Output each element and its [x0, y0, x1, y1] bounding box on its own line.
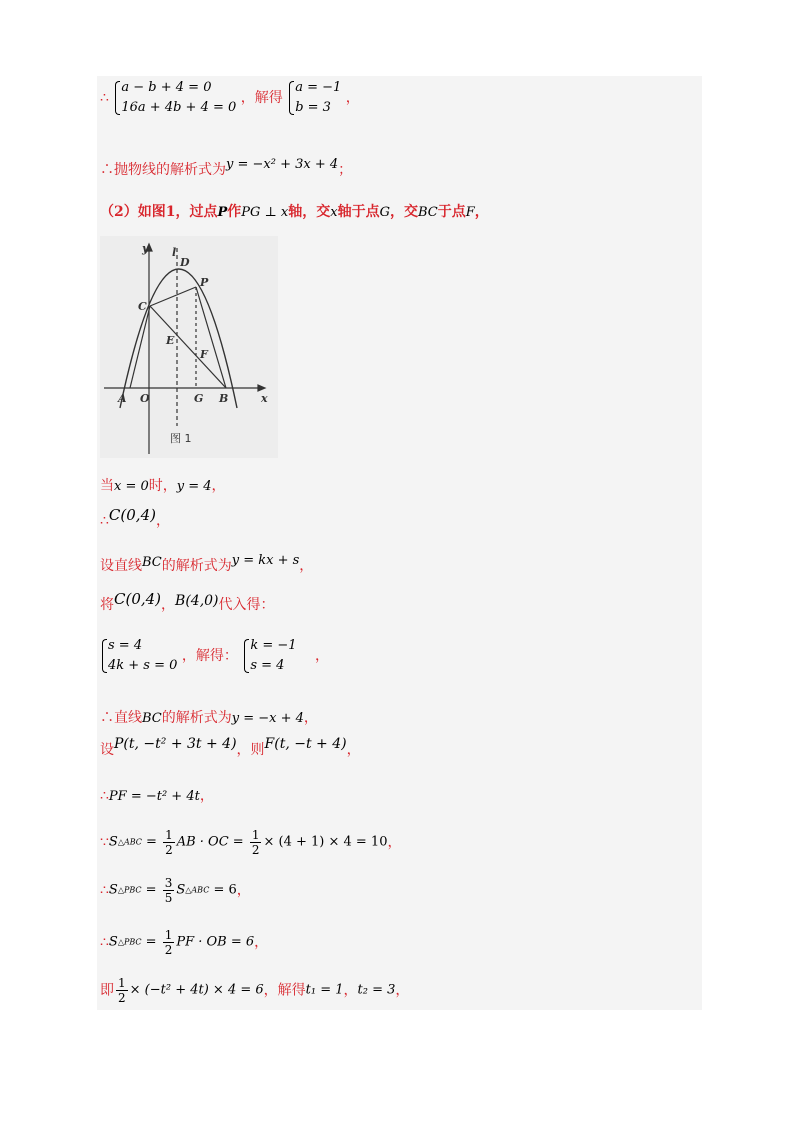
label-O: O [140, 392, 150, 405]
segment-BC [150, 306, 226, 388]
formula: S [176, 882, 186, 898]
punctuation: ， [395, 982, 410, 999]
line-BC-result [100, 708, 318, 729]
therefore-symbol: ∴ [100, 882, 109, 899]
punctuation: ， [236, 882, 251, 899]
formula: × (−t² + 4t) × 4 = 6 [129, 982, 264, 998]
system-solution-line [100, 78, 360, 118]
parabola-expression-line [100, 157, 353, 181]
point-C-line [100, 506, 170, 531]
line-text: 的解析式为 [161, 558, 232, 574]
system-solution-ks-line [100, 636, 329, 676]
formula: y = −x² + 3x + 4 [226, 157, 339, 172]
fraction-numerator: 1 [251, 828, 260, 842]
formula: F(t, −t + 4) [264, 736, 347, 752]
formula: y = kx + s [231, 553, 300, 568]
label-B: B [219, 392, 229, 405]
label-C: C [138, 300, 147, 313]
formula: B(4,0) [175, 593, 219, 609]
formula: x = 0 [114, 479, 149, 494]
punctuation: ， [387, 834, 402, 851]
label-D: D [180, 256, 190, 269]
formula: = [141, 834, 162, 850]
equation-system-ks [100, 636, 177, 676]
solve-t-line [100, 976, 409, 1005]
line-text: ，交 [389, 204, 418, 220]
punctuation: ， [199, 788, 214, 804]
parabola-curve [120, 269, 237, 408]
punctuation: ； [338, 162, 353, 178]
parabola-diagram [100, 236, 278, 458]
punctuation: ， [211, 478, 226, 494]
punctuation: ， [345, 90, 360, 106]
equation-row: 4k + s = 0 [108, 658, 178, 673]
formula: AB · OC = [176, 834, 248, 850]
label-A: A [118, 392, 127, 405]
because-symbol: ∵ [100, 834, 109, 851]
equation-system-ab [113, 78, 236, 118]
therefore-symbol: ∴ [100, 513, 109, 529]
subscript: △PBC [117, 937, 142, 947]
punctuation: ， [314, 648, 329, 664]
line-text: ，解得 [263, 982, 306, 999]
formula: S [108, 934, 118, 950]
equation-row: 16a + 4b + 4 = 0 [121, 100, 237, 115]
line-text: 设 [100, 742, 114, 758]
fraction-numerator: 1 [118, 976, 126, 990]
formula: S [108, 834, 118, 850]
solution-row: s = 4 [250, 658, 285, 673]
PF-line [100, 786, 214, 807]
formula: BC [142, 711, 162, 726]
subscript: △ABC [117, 837, 142, 847]
line-text: 代入得： [218, 597, 275, 613]
segment-AC [130, 306, 150, 388]
formula: = [141, 882, 161, 898]
figure-caption: 图 1 [170, 432, 192, 445]
line-text: 将 [100, 597, 114, 613]
fraction-numerator: 3 [164, 876, 173, 890]
line-text: ，过点 [175, 204, 218, 220]
line-text: ，则 [236, 742, 265, 758]
formula: y = 4 [176, 479, 212, 494]
formula: F [465, 205, 475, 220]
formula: PF · OB = 6 [176, 934, 255, 950]
solution-row: a = −1 [295, 80, 342, 95]
fraction-denominator: 2 [165, 843, 173, 857]
formula: C(0,4) [114, 590, 162, 608]
punctuation: ， [299, 558, 314, 574]
label-y: y [142, 242, 149, 255]
solve-text: ，解得： [181, 648, 238, 664]
solve-text: ，解得 [240, 90, 283, 106]
line-text: 时， [148, 478, 177, 494]
solution-row: k = −1 [250, 638, 297, 653]
formula: C(0,4) [108, 506, 156, 524]
line-text: 当 [100, 478, 114, 494]
formula: t₂ = 3 [357, 982, 396, 998]
line-text: 设直线 [100, 558, 142, 574]
fraction-half [163, 928, 175, 957]
label-E: E [166, 334, 175, 347]
line-text: 即 [100, 982, 114, 999]
fraction-denominator: 2 [164, 943, 173, 957]
punctuation: ， [346, 742, 361, 758]
formula: × (4 + 1) × 4 = 10 [263, 834, 388, 850]
formula: P(t, −t² + 3t + 4) [114, 736, 237, 752]
formula: t₁ = 1 [305, 982, 344, 998]
label-F: F [200, 348, 208, 361]
label-x: x [261, 392, 268, 405]
figure-1 [100, 236, 278, 458]
part-two-line [100, 202, 489, 223]
therefore-symbol: ∴ [100, 934, 109, 951]
solution-system-ks [242, 636, 296, 676]
fraction-three-fifths [163, 876, 175, 905]
formula: = [141, 934, 161, 950]
line-text: ， [474, 204, 489, 220]
formula: x [330, 205, 338, 220]
label-P: P [200, 276, 209, 289]
fraction-denominator: 2 [118, 991, 126, 1005]
formula: PF = −t² + 4t [108, 789, 200, 804]
therefore-symbol: ∴ [100, 788, 109, 804]
formula: PG ⊥ x [241, 205, 289, 220]
fraction-numerator: 1 [164, 928, 173, 942]
line-text: ∴抛物线的解析式为 [100, 162, 226, 178]
formula: G [379, 205, 390, 220]
line-text: 如图 [137, 204, 166, 220]
equation-row: s = 4 [108, 638, 143, 653]
fraction-half [250, 828, 262, 857]
punctuation: ， [303, 710, 318, 726]
line-text: 轴于点 [337, 204, 380, 220]
point-P-F-line [100, 736, 361, 760]
punctuation: ， [343, 982, 358, 999]
line-text: 作 [227, 204, 242, 220]
x-axis-arrow [258, 385, 265, 391]
formula: P [217, 205, 228, 220]
subscript: △PBC [117, 885, 142, 895]
area-ABC-line [100, 828, 401, 857]
segment-PB [196, 287, 226, 388]
line-BC-setup [100, 553, 314, 577]
line-text: 于点 [437, 204, 466, 220]
fraction-numerator: 1 [165, 828, 173, 842]
area-PBC-ratio-line [100, 876, 251, 905]
formula: BC [417, 205, 438, 220]
formula: y = −x + 4 [231, 711, 304, 726]
label-G: G [194, 392, 204, 405]
line-text: 的解析式为 [161, 710, 232, 726]
solution-row: b = 3 [295, 100, 331, 115]
punctuation: ， [161, 597, 176, 613]
part-label: （2） [100, 204, 138, 220]
area-PBC-PF-line [100, 928, 268, 957]
substitute-line [100, 590, 275, 615]
equation-row: a − b + 4 = 0 [121, 80, 212, 95]
punctuation: ， [254, 934, 269, 951]
formula: S [108, 882, 118, 898]
x-zero-line [100, 476, 226, 497]
fraction-half [163, 828, 175, 857]
punctuation: ， [155, 513, 170, 529]
formula: BC [142, 555, 162, 570]
fraction-denominator: 2 [251, 843, 260, 857]
therefore-symbol: ∴ [100, 90, 109, 106]
formula: = 6 [209, 882, 237, 898]
line-text: ∴直线 [100, 710, 142, 726]
line-text: 轴，交 [288, 204, 331, 220]
segment-CP [150, 287, 196, 306]
figure-ref: 1 [165, 204, 176, 220]
subscript: △ABC [185, 885, 210, 895]
fraction-half [116, 976, 128, 1005]
fraction-denominator: 5 [164, 891, 173, 905]
solution-system-ab [287, 78, 341, 118]
label-l: l [172, 246, 177, 259]
